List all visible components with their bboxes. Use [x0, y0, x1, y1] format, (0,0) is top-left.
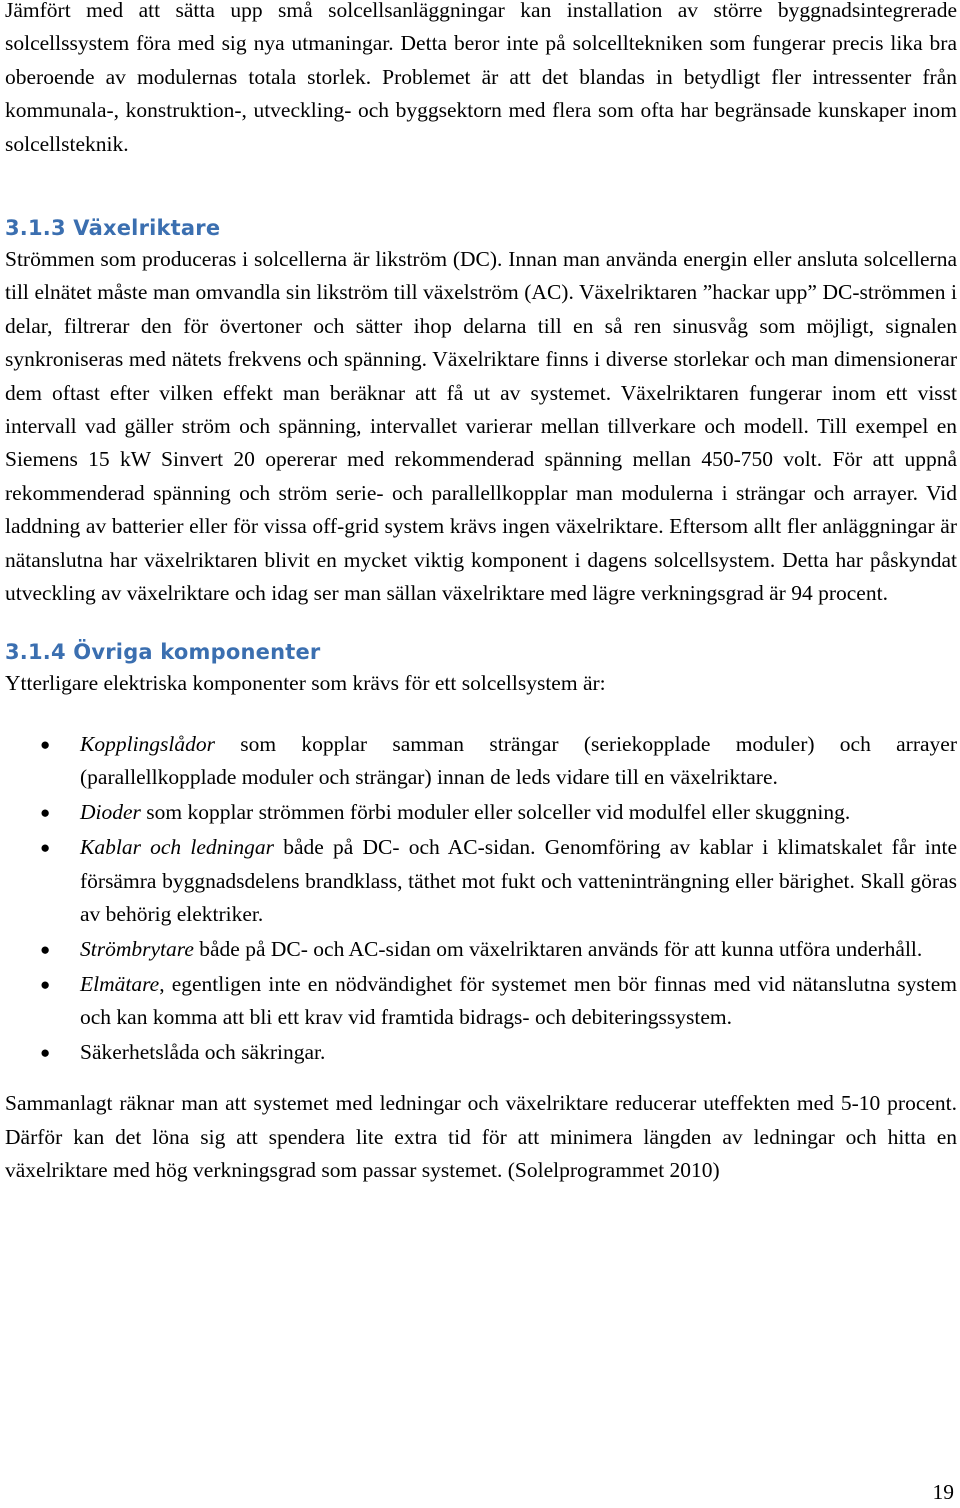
list-item-term: Strömbrytare [80, 936, 194, 961]
list-item-description: , egentligen inte en nödvändighet för systemet men bör finnas med vid nätanslutna system och kan komma att bli ett krav vid framtida bidrags- och debiteringssystem. [80, 971, 957, 1030]
components-list [5, 728, 957, 1070]
list-item-description: som kopplar strömmen förbi moduler eller solceller vid modulfel eller skuggning. [140, 800, 851, 825]
list-item-text [80, 1036, 957, 1069]
list-item-term: Dioder [80, 800, 141, 825]
list-item [5, 968, 957, 1035]
bullet-icon: ● [40, 939, 51, 959]
bullet-icon: ● [40, 838, 51, 858]
list-item-description: både på DC- och AC-sidan. Genomföring av kablar i klimatskalet får inte försämra byggnadsdelens brandklass, täthet mot fukt och vatteninträngning eller bärighet. Skall göras av behörig elektriker. [80, 835, 957, 926]
list-item-text [80, 968, 957, 1035]
list-item-term: Kablar och ledningar [80, 835, 274, 860]
list-item [5, 831, 957, 931]
intro-paragraph: Jämfört med att sätta upp små solcellsanläggningar kan installation av större byggnadsintegrerade solcellssystem föra med sig nya utmaningar. Detta beror inte på solcelltekniken som fungerar precis lika bra oberoende av modulernas totala storlek. Problemet är att det blandas in betydligt fler intressenter från kommunala-, konstruktion-, utveckling- och byggsektorn med flera som ofta har begränsade kunskaper inom solcellsteknik. [5, 0, 957, 156]
list-item [5, 728, 957, 795]
list-item-text [80, 933, 957, 966]
section-heading-ovriga-komponenter: 3.1.4 Övriga komponenter [5, 639, 321, 664]
section-heading-vaxelriktare: 3.1.3 Växelriktare [5, 216, 221, 241]
bullet-icon: ● [40, 734, 51, 754]
vaxelriktare-paragraph: Strömmen som produceras i solcellerna är likström (DC). Innan man använda energin eller ansluta solcellerna till elnätet måste man omvandla sin likström till växelström (AC). Växelriktaren ”hackar upp” DC-strömmen i delar, filtrerar den för övertoner och sätter ihop delarna till en så ren sinusvåg som möjligt, signalen synkroniseras med nätets frekvens och spänning. Växelriktare finns i diverse storlekar och man dimensionerar dem oftast efter vilken effekt man beräknar att få ut av systemet. Växelriktaren fungerar inom ett visst intervall vad gäller ström och spänning, intervallet varierar mellan tillverkare och modell. Till exempel en Siemens 15 kW Sinvert 20 opererar med rekommenderad spänning mellan 450-750 volt. För att uppnå rekommenderad spänning och ström serie- och parallellkopplar man modulerna i strängar och arrayer. Vid laddning av batterier eller för vissa off-grid system krävs ingen växelriktare. Eftersom allt fler anläggningar är nätanslutna har växelriktaren blivit en mycket viktig komponent i dagens solcellsystem. Detta har påskyndat utveckling av växelriktare och idag ser man sällan växelriktare med lägre verkningsgrad är 94 procent. [5, 247, 957, 606]
list-item-term: Elmätare [80, 971, 160, 996]
list-item-description: både på DC- och AC-sidan om växelriktaren används för att kunna utföra underhåll. [193, 936, 923, 961]
components-intro: Ytterligare elektriska komponenter som krävs för ett solcellsystem är: [5, 670, 606, 695]
list-item-description: Säkerhetslåda och säkringar. [80, 1040, 326, 1065]
bullet-icon: ● [40, 974, 51, 994]
bullet-icon: ● [40, 803, 51, 823]
list-item [5, 796, 957, 829]
bullet-icon: ● [40, 1043, 51, 1063]
closing-paragraph: Sammanlagt räknar man att systemet med ledningar och växelriktare reducerar uteffekten med 5-10 procent. Därför kan det löna sig att spendera lite extra tid för att minimera längden av ledningar och hitta en växelriktare med hög verkningsgrad som passar systemet. (Solelprogrammet 2010) [5, 1091, 957, 1183]
page-number: 19 [932, 1480, 954, 1504]
document-page [5, 0, 957, 1188]
list-item-text [80, 796, 957, 829]
list-item-text [80, 728, 957, 795]
list-item-text [80, 831, 957, 931]
list-item-term: Kopplingslådor [80, 731, 215, 756]
list-item [5, 1036, 957, 1069]
list-item [5, 933, 957, 966]
list-item-description: som kopplar samman strängar (seriekopplade moduler) och arrayer (parallellkopplade moduler och strängar) innan de leds vidare till en växelriktare. [80, 731, 957, 790]
